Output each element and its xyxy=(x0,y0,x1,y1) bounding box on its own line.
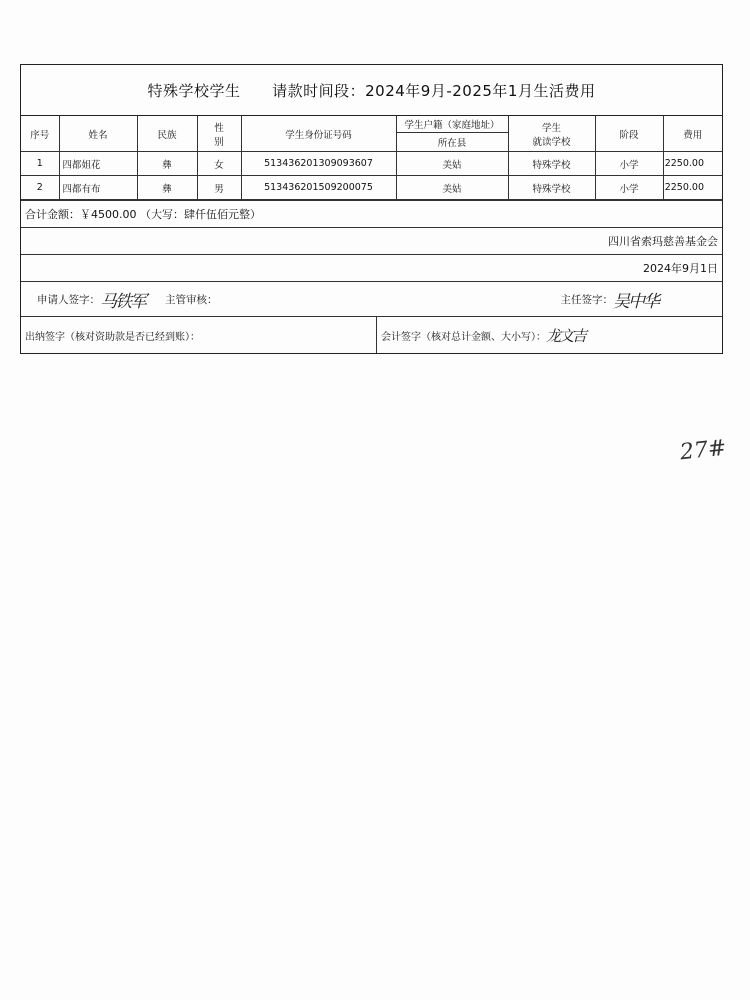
header-row xyxy=(21,116,722,133)
request-form xyxy=(20,64,723,354)
col-fee: 费用 xyxy=(663,116,722,152)
applicant-signature: 马铁军 xyxy=(100,291,145,312)
title-left: 特殊学校学生 xyxy=(147,81,241,100)
organization: 四川省索玛慈善基金会 xyxy=(21,227,722,254)
table-row: 2 四都有布 彝 男 513436201509200075 美姑 特殊学校 小学 2250.00 xyxy=(21,176,722,200)
student-table xyxy=(21,116,722,200)
total-amount: 合计金额：￥4500.00 （大写：肆仟伍佰元整） xyxy=(21,200,722,227)
form-title xyxy=(21,65,722,116)
col-hukou: 学生户籍（家庭地址） xyxy=(396,116,508,133)
col-stage: 阶段 xyxy=(595,116,663,152)
applicant-label: 申请人签字： xyxy=(37,293,100,306)
col-school: 学生 就读学校 xyxy=(508,116,595,152)
cashier-label: 出纳签字（核对资助款是否已经到账）： xyxy=(21,317,377,353)
director-label: 主任签字： xyxy=(560,293,613,306)
accountant-label: 会计签字（核对总计金额、大小写）： xyxy=(381,331,546,343)
margin-note: 27# xyxy=(678,435,728,466)
date: 2024年9月1日 xyxy=(21,254,722,281)
col-seq: 序号 xyxy=(21,116,59,152)
table-row: 1 四都姐花 彝 女 513436201309093607 美姑 特殊学校 小学 2250.00 xyxy=(21,152,722,176)
title-right: 请款时间段：2024年9月-2025年1月生活费用 xyxy=(272,81,596,100)
supervisor-label: 主管审核： xyxy=(165,293,218,306)
col-ethnicity: 民族 xyxy=(137,116,197,152)
col-county: 所在县 xyxy=(396,133,508,152)
accountant-signature: 龙文吉 xyxy=(546,326,586,345)
col-id: 学生身份证号码 xyxy=(241,116,396,152)
director-signature: 吴中华 xyxy=(613,291,658,312)
finance-row xyxy=(21,316,722,353)
signature-row xyxy=(21,281,722,316)
col-gender: 性 别 xyxy=(197,116,241,152)
col-name: 姓名 xyxy=(59,116,137,152)
